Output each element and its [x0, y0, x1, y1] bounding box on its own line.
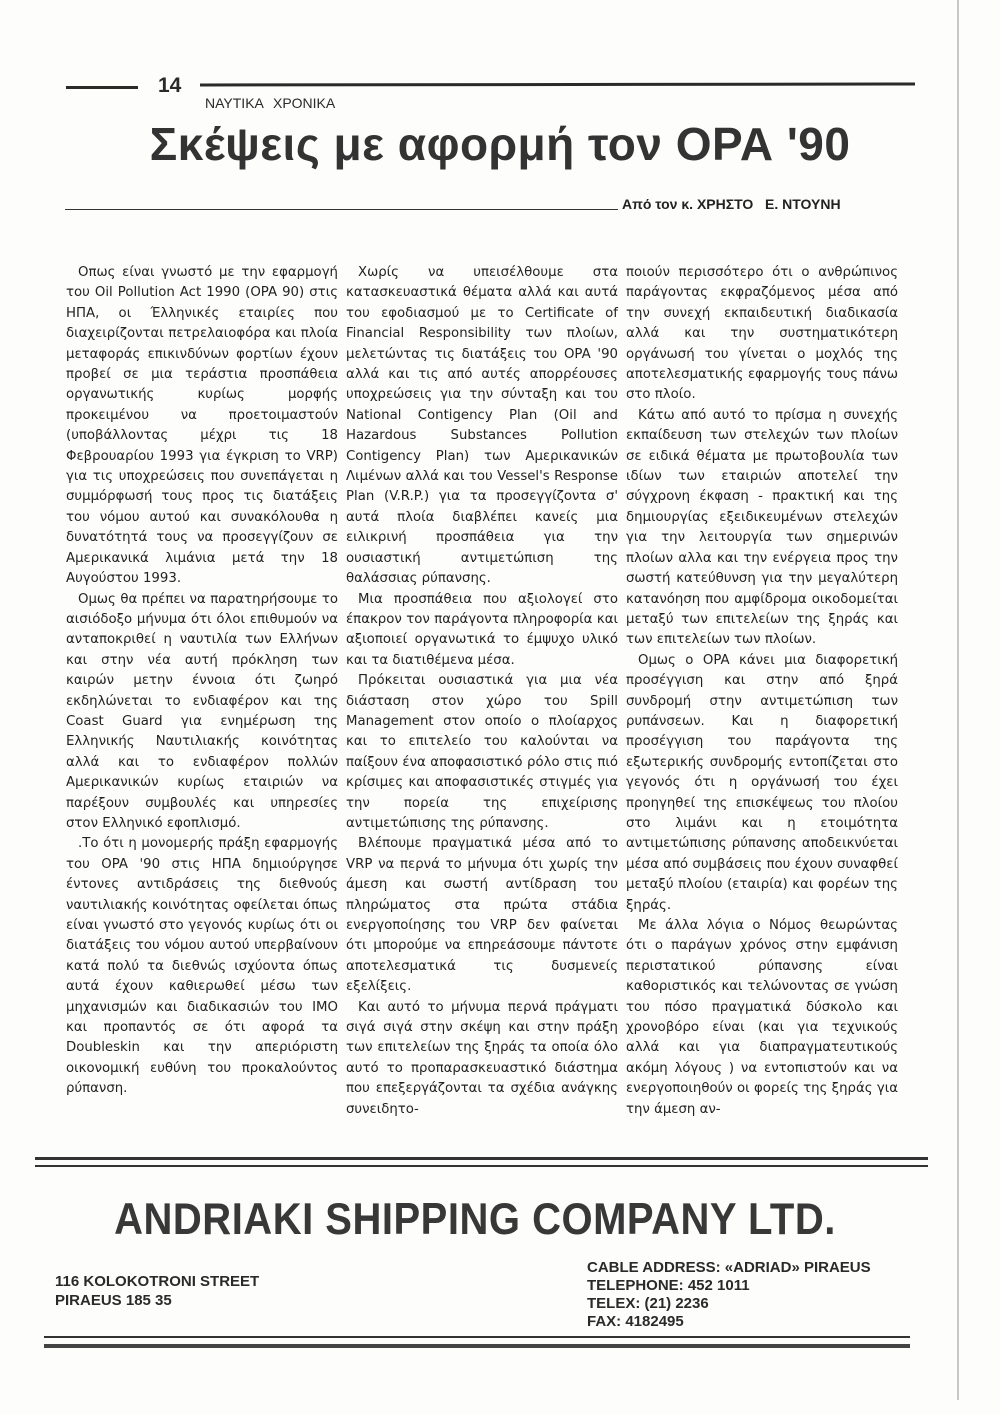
ad-company-name: ANDRIAKI SHIPPING COMPANY LTD.	[114, 1195, 836, 1245]
article-column-3	[626, 263, 898, 1120]
article-column-1	[66, 263, 338, 1100]
article-byline: Από τον κ. ΧΡΗΣΤΟ Ε. ΝΤΟΥΝΗ	[622, 196, 841, 212]
ad-top-rule	[35, 1157, 928, 1160]
ad-address-street: 116 KOLOKOTRONI STREET	[55, 1273, 260, 1290]
ad-address	[55, 1272, 259, 1310]
ad-telephone: TELEPHONE: 452 1011	[587, 1277, 750, 1294]
paragraph: Κάτω από αυτό το πρίσμα η συνεχής εκπαίδευση των στελεχών των πλοίων σε ειδικά θέματα με πρωτοβουλία των ιδίων των εταιριών αποτελεί την σύγχρονη έκφαση - πρακτική και της δημιουργίας εξειδικευμένων στελεχών για την λειτουργία των σημερινών πλοίων αλλα και την ενέργεια προς την σωστή κατεύθυνση για την μεγαλύτερη κατανόηση που αμφίδρομα οικοδομείται μεταξύ των επιτελείων της ξηράς και των επιτελείων των πλοίων.	[626, 407, 898, 648]
byline-rule	[65, 209, 618, 210]
paragraph: Με άλλα λόγια ο Νόμος θεωρώντας ότι ο παράγων χρόνος στην εμφάνιση περιστατικού ρύπανσης είναι καθοριστικός και τελώνοντας σε γνώση του πόσο πραγματικά δύσκολο και χρονοβόρο είναι (και για τεχνικούς αλλά και για διαπραγματευτικούς ακόμη λόγους ) να εντοπιστούν και να ενεργοποιηθούν οι φορείς της ξηράς για την άμεση αν-	[626, 918, 898, 1117]
ad-top-rule-thin	[35, 1165, 928, 1167]
paragraph: .Το ότι η μονομερής πράξη εφαρμογής του OPA '90 στις ΗΠΑ δημιούργησε έντονες αντιδράσεις της διεθνούς ναυτιλιακής κοινότητας οφείλεται όπως είναι γνωστό στο γεγονός κυρίως ότι οι διατάξεις του νόμου αυτού υπερβαίνουν κατά πολύ τα διεθνώς ισχύοντα όπως αυτά έχουν καθιερωθεί μέσω των μηχανισμών και διαδικασιών του IMO και προπαντός σε ότι αφορά τα Doubleskin και την απεριόριστη οικονομική ευθύνη του προκαλούντος ρύπανση.	[66, 836, 338, 1097]
ad-contact-info	[587, 1259, 871, 1331]
ad-address-city: PIRAEUS 185 35	[55, 1292, 172, 1309]
paragraph: Πρόκειται ουσιαστικά για μια νέα διάσταση στον χώρο του Spill Management στον οποίο ο πλοίαρχος και το επιτελείο του καλούνται να παίξουν ένα αποφασιστικό ρόλο στις πιό κρίσιμες και αποφασιστικές στιγμές για την πορεία της επιχείρισης αντιμετώπισης της ρύπανσης.	[346, 673, 618, 831]
paragraph: Χωρίς να υπεισέλθουμε στα κατασκευαστικά θέματα αλλά και αυτά του εφοδιασμού με το Certificate of Financial Responsibility των πλοίων, μελετώντας τις διατάξεις του OPA '90 αλλά και τις από αυτές απορρέουσες υποχρεώσεις για την σύνταξη και του National Contigency Plan (Oil and Hazardous Substances Pollution Contigency Plan) των Αμερικανικών Λιμένων αλλά και του Vessel's Response Plan (V.R.P.) για τα προσεγγίζοντα σ' αυτά πλοία διαβλέπει κανείς μια ειλικρινή προσπάθεια για την ουσιαστική αντιμετώπιση της θαλάσσιας ρύπανσης.	[346, 265, 618, 587]
article-title: Σκέψεις με αφορμή τον ΟΡΑ '90	[149, 118, 851, 170]
ad-telex: TELEX: (21) 2236	[587, 1295, 709, 1312]
ad-bottom-rule-thin	[44, 1336, 910, 1338]
article-column-2	[346, 263, 618, 1120]
paragraph: Ομως ο OPA κάνει μια διαφορετική προσέγγιση και στην από ξηρά συνδρομή στην αντιμετώπιση των ρυπάνσεων. Και η διαφορετική προσέγγιση του παράγοντα της εξωτερικής συνδρομής εντοπίζεται στο γεγονός ότι η οργάνωσή του έχει προηγηθεί της επισκέψεως του πλοίου στο λιμάνι και η ετοιμότητα αντιμετώπισης ρύπανσης αποδεικνύεται μέσα από συμβάσεις που έχουν συναφθεί μεταξύ πλοίου (εταιρία) και φορέων της ξηράς.	[626, 652, 898, 913]
ad-bottom-rule	[44, 1344, 910, 1348]
paragraph: Ομως θα πρέπει να παρατηρήσουμε το αισιόδοξο μήνυμα ότι όλοι επιθυμούν να ανταποκριθεί η ναυτιλία των Ελλήνων και στην νέα αυτή πρόκληση των καιρών μετην έννοια ότι ζωηρό εκδηλώνεται το ενδιαφέρον και της Coast Guard για ενημέρωση της Ελληνικής Ναυτιλιακής κοινότητας αλλά και το ενδιαφέρον πολλών Αμερικανικών κυρίως εταιριών να παρέξουν συμβουλές και υπηρεσίες στον Ελληνικό εφοπλισμό.	[66, 591, 338, 831]
paragraph: Βλέπουμε πραγματικά μέσα από το VRP να περνά το μήνυμα ότι χωρίς την άμεση και σωστή αντίδραση του πληρώματος στα πρώτα στάδια ενεργοποίησης του VRP δεν φαίνεται ότι μπορούμε να επηρεάσουμε πάντοτε αποτελεσματικά τις δυσμενείς εξελίξεις.	[346, 836, 618, 995]
header-rule-right	[200, 83, 915, 87]
magazine-name: ΝΑΥΤΙΚΑ ΧΡΟΝΙΚΑ	[205, 95, 336, 111]
paragraph: Και αυτό το μήνυμα περνά πράγματι σιγά σιγά στην σκέψη και στην πράξη των επιτελείων της ξηράς τα οποία όλο αυτό το προπαρασκευαστικό διάστημα που επεξεργάζονται τα σχέδια ανάγκης συνειδητο-	[346, 999, 618, 1117]
header-rule-left	[66, 86, 138, 89]
ad-cable: CABLE ADDRESS: «ADRIAD» PIRAEUS	[587, 1259, 871, 1276]
ad-fax: FAX: 4182495	[587, 1313, 684, 1330]
page-edge-line	[957, 0, 959, 1400]
paragraph: Μια προσπάθεια που αξιολογεί στο έπακρον τον παράγοντα πληροφορία και αξιοποιεί οργανωτικά το έμψυχο υλικό και τα διατιθέμενα μέσα.	[346, 591, 618, 668]
paragraph: ποιούν περισσότερο ότι ο ανθρώπινος παράγοντας εκφραζόμενος μέσα από την συνεχή εκπαιδευτική διαδικασία αλλά και την συστηματικότερη οργάνωσή του γίνεται ο μοχλός της αποτελεσματικής εφαρμογής τους πάνω στο πλοίο.	[626, 265, 898, 403]
paragraph: Οπως είναι γνωστό με την εφαρμογή του Oil Pollution Act 1990 (OPA 90) στις ΗΠΑ, οι Έλληνικές εταιρίες που διαχειρίζονται πετρελαιοφόρα και πλοία μεταφοράς επικινδύνων φορτίων έχουν προβεί σε μια τεράστια προσπάθεια οργανωτικής κυρίως μορφής προκειμένου να προετοιμαστούν (υποβάλλοντας μέχρι τις 18 Φεβρουαρίου 1993 για έγκριση το VRP) για τις υποχρεώσεις που συνεπάγεται η συμμόρφωσή τους προς τις διατάξεις του νόμου αυτού και συνακόλουθα η δυνατότητά τους να προσεγγίζουν σε Αμερικανικά λιμάνια μετά την 18 Αυγούστου 1993.	[66, 265, 338, 587]
page-number: 14	[158, 74, 182, 97]
